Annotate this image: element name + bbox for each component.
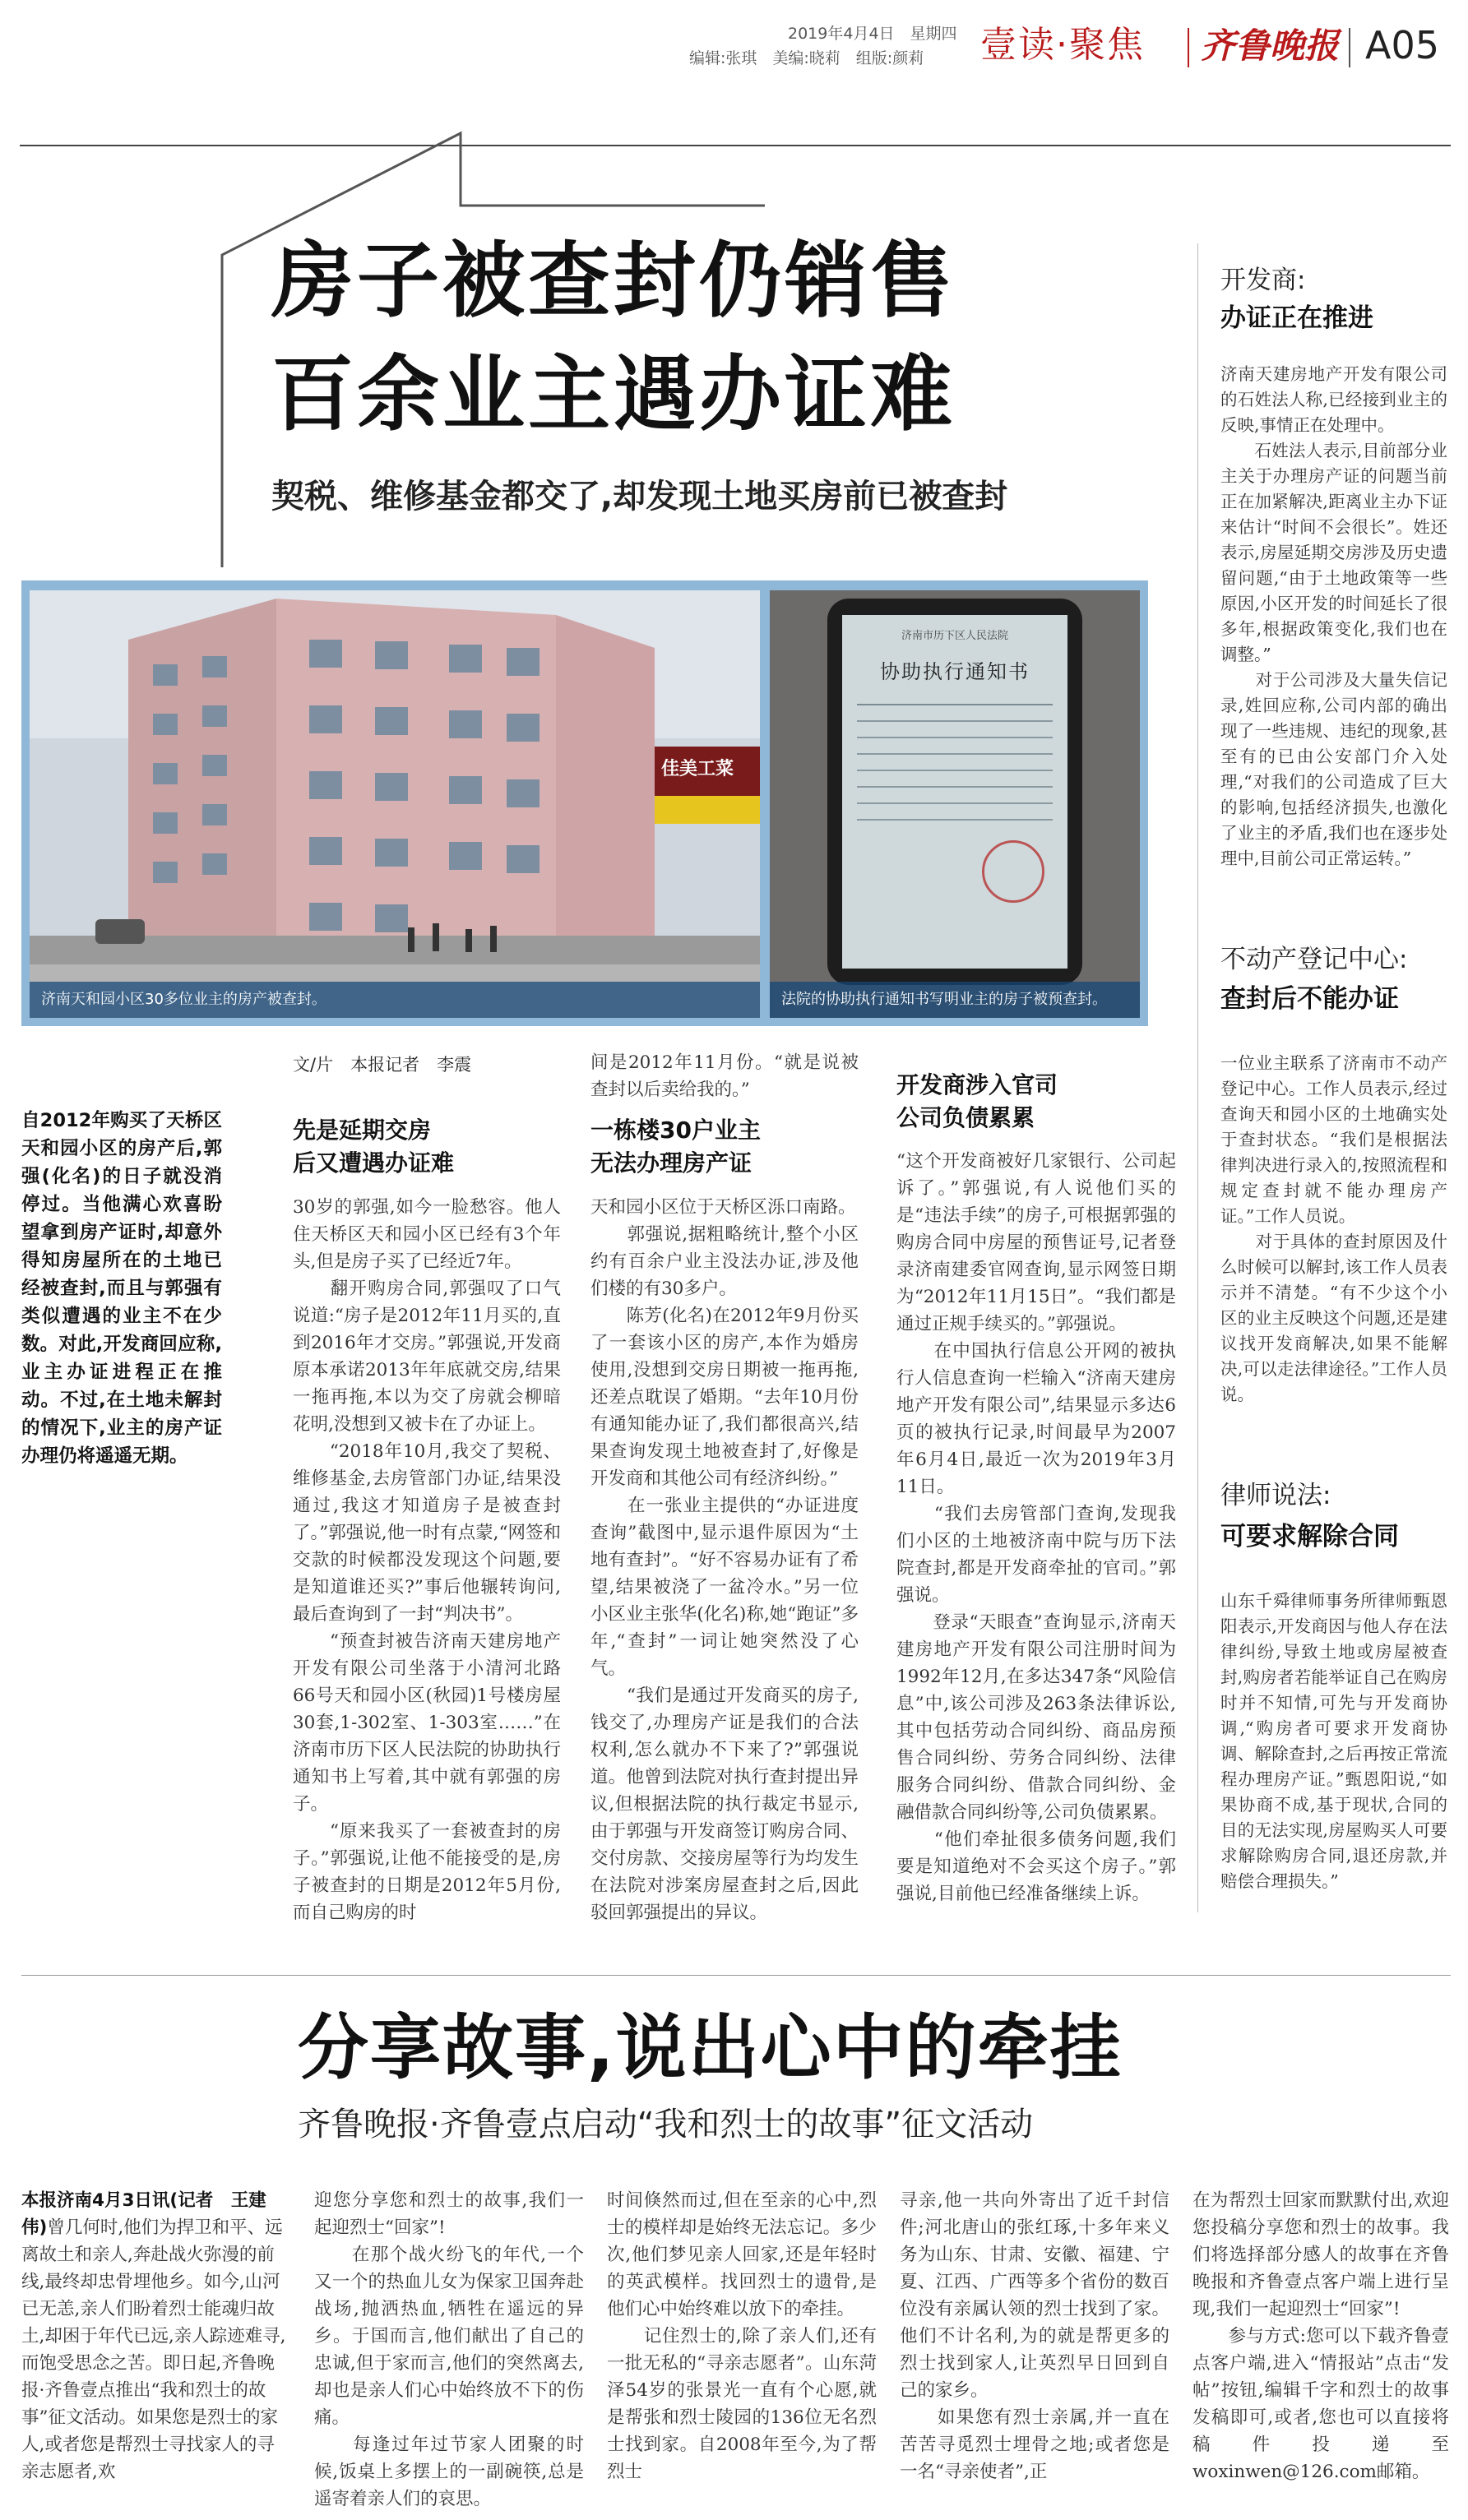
second-col1-body: 曾几何时,他们为捍卫和平、远离故土和亲人,奔赴战火弥漫的前线,最终却忠骨埋他乡。如今,山河已无恙,亲人们盼着烈士能魂归故土,却困于年代已远,亲人踪迹难寻,而饱受思念之苦。即日起,齐鲁晚报·齐鲁壹点推出“我和烈士的故事”征文活动。如果您是烈士的家人,或者您是帮烈士寻找家人的寻亲志愿者,欢	[21, 2217, 286, 2482]
date-line: 2019年4月4日 星期四	[788, 25, 957, 43]
main-headline-line1: 房子被查封仍销售	[271, 233, 956, 329]
document-title: 协助执行通知书	[880, 660, 1030, 683]
reg-head-line1: 不动产登记中心:	[1220, 945, 1408, 974]
main-headline-line2: 百余业主遇办证难	[271, 346, 956, 442]
law-body: 山东千舜律师事务所律师甄恩阳表示,开发商因与他人存在法律纠纷,导致土地或房屋被查封,购房者若能举证自己在购房时并不知情,可先与开发商协调,“购房者可要求开发商协调、解除查封,之后再按正常流程办理房产证。”甄恩阳说,“如果协商不成,基于现状,合同的目的无法实现,房屋购买人可要求解除购房合同,退还房款,并赔偿合理损失。”	[1220, 1591, 1447, 1891]
photo-right-caption: 法院的协助执行通知书写明业主的房子被预查封。	[770, 982, 1140, 1018]
official-seal	[982, 840, 1044, 903]
building-photo	[30, 590, 760, 1018]
main-subheadline: 契税、维修基金都交了,却发现土地买房前已被查封	[271, 478, 1008, 516]
reg-body: 一位业主联系了济南市不动产登记中心。工作人员表示,经过查询天和园小区的土地确实处于查封状态。“我们是根据法律判决进行录入的,按照流程和规定查封就不能办理房产证。”工作人员说。 对于具体的查封原因及什么时候可以解封,该工作人员表示并不清楚。“有不少这个小区的业主反映这个问题,还是建议找开发商解决,如果不能解决,可以走法律途径。”工作人员说。	[1220, 1053, 1447, 1404]
second-col2: 迎您分享您和烈士的故事,我们一起迎烈士“回家”! 在那个战火纷飞的年代,一个又一个的热血儿女为保家卫国奔赴战场,抛洒热血,牺牲在遥远的异乡。于国而言,他们献出了自己的忠诚,但于家而言,他们的突然离去,却也是亲人们心中始终放不下的伤痛。 每逢过年过节家人团聚的时候,饭桌上多摆上的一副碗筷,总是遥寄着亲人们的哀思。	[314, 2190, 584, 2508]
shop-sign: 佳美工菜	[661, 758, 734, 779]
section1-title-line2: 后又遭遇办证难	[293, 1149, 455, 1177]
second-col1-lead: 本报济南4月3日讯(记者 王建伟)	[21, 2190, 266, 2238]
building-illustration	[30, 590, 760, 1018]
section-title: 壹读·聚焦	[980, 24, 1145, 66]
document-photo	[770, 590, 1140, 1018]
dev-body: 济南天建房地产开发有限公司的石姓法人称,已经接到业主的反映,事情正在处理中。 石姓法人表示,目前部分业主关于办理房产证的问题当前正在加紧解决,距离业主办下证来估计“时间不会很长”。姓还表示,房屋延期交房涉及历史遗留问题,“由于土地政策等一些原因,小区开发的时间延长了很多年,根据政策变化,我们也在调整。” 对于公司涉及大量失信记录,姓回应称,公司内部的确出现了一些违规、违纪的现象,甚至有的已由公安部门介入处理,“对我们的公司造成了巨大的影响,包括经济损失,也激化了业主的矛盾,我们也在逐步处理中,目前公司正常运转。”	[1220, 364, 1447, 868]
second-col4: 寻亲,他一共向外寄出了近千封信件;河北唐山的张红琢,十多年来义务为山东、甘肃、安徽、福建、宁夏、江西、广西等多个省份的数百位没有亲属认领的烈士找到了家。他们不计名利,为的就是帮更多的烈士找到家人,让英烈早日回到自己的家乡。 如果您有烈士亲属,并一直在苦苦寻觅烈士埋骨之地;或者您是一名“寻亲使者”,正	[900, 2190, 1169, 2482]
editors-line: 编辑:张琪 美编:晓莉 组版:颜莉	[689, 49, 924, 67]
second-col1	[21, 2187, 291, 2508]
section2-body: 天和园小区位于天桥区泺口南路。 郭强说,据粗略统计,整个小区约有百余户业主没法办证,涉及他们楼的有30多户。 陈芳(化名)在2012年9月份买了一套该小区的房产,本作为婚房使用,没想到交房日期被一拖再拖,还差点耽误了婚期。“去年10月份有通知能办证了,我们都很高兴,结果查询发现土地被查封了,好像是开发商和其他公司有经济纠纷。” 在一张业主提供的“办证进度查询”截图中,显示退件原因为“土地有查封”。“好不容易办证有了希望,结果被浇了一盆冷水。”另一位小区业主张华(化名)称,她“跑证”多年,“查封”一词让她突然没了心气。 “我们是通过开发商买的房子,钱交了,办理房产证是我们的合法权利,怎么就办不下来了?”郭强说道。他曾到法院对执行查封提出异议,但根据法院的执行裁定书显示,由于郭强与开发商签订购房合同、交付房款、交接房屋等行为均发生在法院对涉案房屋查封之后,因此驳回郭强提出的异议。	[590, 1197, 859, 1923]
section3-title-line2: 公司负债累累	[896, 1104, 1035, 1131]
second-col5: 在为帮烈士回家而默默付出,欢迎您投稿分享您和烈士的故事。我们将选择部分感人的故事在齐鲁晚报和齐鲁壹点客户端上进行呈现,我们一起迎烈士“回家”! 参与方式:您可以下载齐鲁壹点客户端,进入“情报站”点击“发帖”按钮,编辑千字和烈士的故事发稿即可,或者,您也可以直接将稿件投递至woxinwen@126.com邮箱。	[1192, 2190, 1449, 2482]
page-number: A05	[1365, 23, 1440, 67]
section3-title-line1: 开发商涉入官司	[896, 1071, 1058, 1098]
section2-title-line1: 一栋楼30户业主	[590, 1117, 761, 1144]
phone-screen	[842, 615, 1067, 969]
second-subheadline: 齐鲁晚报·齐鲁壹点启动“我和烈士的故事”征文活动	[298, 2106, 1034, 2143]
section1-title-line1: 先是延期交房	[293, 1117, 432, 1144]
second-headline: 分享故事,说出心中的牵挂	[298, 2007, 1123, 2089]
reg-head-line2: 查封后不能办证	[1220, 984, 1399, 1014]
second-col3: 时间倏然而过,但在至亲的心中,烈士的模样却是始终无法忘记。多少次,他们梦见亲人回家,还是年轻时的英武模样。找回烈士的遗骨,是他们心中始终难以放下的牵挂。 记住烈士的,除了亲人们,还有一批无私的“寻亲志愿者”。山东菏泽54岁的张景光一直有个心愿,就是帮张和烈士陵园的136位无名烈士找到家。自2008年至今,为了帮烈士	[607, 2190, 877, 2482]
sidebar-divider	[1197, 243, 1198, 1912]
section3-body: “这个开发商被好几家银行、公司起诉了。”郭强说,有人说他们买的是“违法手续”的房子,可根据郭强的购房合同中房屋的预售证号,记者登录济南建委官网查询,显示网签日期为“2012年11月15日”。“我们都是通过正规手续买的。”郭强说。 在中国执行信息公开网的被执行人信息查询一栏输入“济南天建房地产开发有限公司”,结果显示多达6页的被执行记录,时间最早为2007年6月4日,最近一次为2019年3月11日。 “我们去房管部门查询,发现我们小区的土地被济南中院与历下法院查封,都是开发商牵扯的官司。”郭强说。 登录“天眼查”查询显示,济南天建房地产开发有限公司注册时间为1992年12月,在多达347条“风险信息”中,该公司涉及263条法律诉讼,其中包括劳动合同纠纷、商品房预售合同纠纷、劳务合同纠纷、法律服务合同纠纷、借款合同纠纷、金融借款合同纠纷等,公司负债累累。 “他们牵扯很多债务问题,我们要是知道绝对不会买这个房子。”郭强说,目前他已经准备继续上诉。	[896, 1151, 1176, 1904]
section2-lead: 间是2012年11月份。“就是说被查封以后卖给我的。”	[590, 1052, 859, 1100]
section1-body: 30岁的郭强,如今一脸愁容。他人住天桥区天和园小区已经有3个年头,但是房子买了已经近7年。 翻开购房合同,郭强叹了口气说道:“房子是2012年11月买的,直到2016年才交房。”郭强说,开发商原本承诺2013年年底就交房,结果一拖再拖,本以为交了房就会柳暗花明,没想到又被卡在了办证上。 “2018年10月,我交了契税、维修基金,去房管部门办证,结果没通过,我这才知道房子是被查封了。”郭强说,他一时有点蒙,“网签和交款的时候都没发现这个问题,要是知道谁还买?”事后他辗转询问,最后查询到了一封“判决书”。 “预查封被告济南天建房地产开发有限公司坐落于小清河北路66号天和园小区(秋园)1号楼房屋30套,1-302室、1-303室……”在济南市历下区人民法院的协助执行通知书上写着,其中就有郭强的房子。 “原来我买了一套被查封的房子。”郭强说,让他不能接受的是,房子被查封的日期是2012年5月份,而自己购房的时	[293, 1197, 561, 1923]
dev-head-line2: 办证正在推进	[1220, 303, 1373, 333]
law-head-line2: 可要求解除合同	[1220, 1522, 1399, 1551]
story-intro: 自2012年购买了天桥区天和园小区的房产后,郭强(化名)的日子就没消停过。当他满心欢喜盼望拿到房产证时,却意外得知房屋所在的土地已经被查封,而且与郭强有类似遭遇的业主不在少数。对此,开发商回应称,业主办证进程正在推动。不过,在土地未解封的情况下,业主的房产证办理仍将遥遥无期。	[21, 1110, 222, 1467]
dev-head-line1: 开发商:	[1220, 266, 1306, 295]
photo-left-caption: 济南天和园小区30多位业主的房产被查封。	[30, 982, 760, 1018]
second-story-rule	[21, 1975, 1451, 1976]
paper-logo: 齐鲁晚报	[1201, 25, 1340, 66]
section2-title-line2: 无法办理房产证	[590, 1149, 753, 1177]
document-org: 济南市历下区人民法院	[901, 630, 1008, 642]
byline: 文/片 本报记者 李震	[293, 1055, 472, 1075]
law-head-line1: 律师说法:	[1220, 1481, 1331, 1510]
